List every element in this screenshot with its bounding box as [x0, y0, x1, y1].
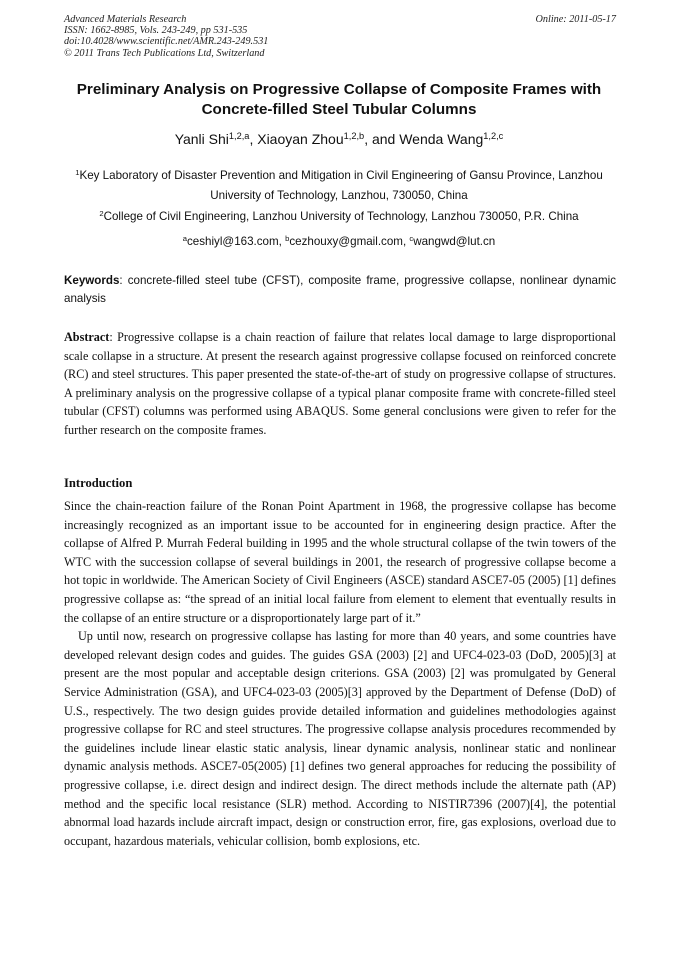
- email-marker: c: [409, 234, 414, 244]
- introduction-heading: Introduction: [64, 476, 133, 490]
- affiliation-marker: 1: [75, 168, 80, 178]
- author-superscript: 1,2,c: [483, 131, 504, 142]
- author-superscript: 1,2,a: [228, 131, 250, 142]
- author-separator: ,: [249, 131, 258, 147]
- email-separator: ,: [278, 235, 286, 248]
- doi-line: doi:10.4028/www.scientific.net/AMR.243-249.531: [64, 36, 269, 48]
- abstract: [64, 328, 616, 440]
- affiliation-text: Key Laboratory of Disaster Prevention and Mitigation in Civil Engineering of Gansu Province, Lanzhou University of Technology, Lanzhou, 730050, China: [79, 169, 603, 202]
- paragraph: Since the chain-reaction failure of the Ronan Point Apartment in 1968, the progressive collapse has become increasingly recognized as an important issue to be accounted for in engineering design practice. After the collapse of Alfred P. Murrah Federal building in 1995 and the whole structural collapse of the twin towers of the WTC with the succession collapse of several buildings in 2001, the research of progressive collapse become a hot topic in worldwide. The American Society of Civil Engineers (ASCE) standard ASCE7-05 (2005) [1] defines progressive collapse as: “the spread of an initial local failure from element to element that eventually results in the collapse of an entire structure or a disproportionately large part of it.”: [64, 499, 616, 625]
- keywords-text: : concrete-filled steel tube (CFST), composite frame, progressive collapse, nonlinear dynamic analysis: [64, 274, 616, 305]
- author-superscript: 1,2,b: [343, 131, 365, 142]
- keywords: [64, 272, 616, 308]
- email-address[interactable]: ceshiyl@163.com: [186, 235, 279, 248]
- affiliation-text: College of Civil Engineering, Lanzhou University of Technology, Lanzhou 730050, P.R. China: [103, 210, 579, 223]
- keywords-label: Keywords: [64, 274, 120, 287]
- email-list: [56, 234, 622, 250]
- email-marker: a: [182, 234, 187, 244]
- copyright-line: © 2011 Trans Tech Publications Ltd, Switzerland: [64, 47, 265, 59]
- journal-name: Advanced Materials Research: [64, 14, 187, 25]
- email-address[interactable]: cezhouxy@gmail.com: [289, 235, 403, 248]
- affiliation-2: [56, 207, 622, 227]
- paragraph: Up until now, research on progressive collapse has lasting for more than 40 years, and some countries have developed relevant design codes and guides. The guides GSA (2003) [2] and UFC4-023-03 (DoD, 2005)[3] at present are the most popular and acceptable design criterions. GSA (2003) [2] was promulgated by General Service Administration (GSA), and UFC4-023-03 (2005)[3] approved by the Department of Defense (DoD) of U.S., respectively. The two design guides provide detailed information and guidelines methodologies against progressive collapse for RC and steel structures. The progressive collapse analysis procedures recommended by the guidelines include linear elastic static analysis, linear dynamic analysis, nonlinear static and nonlinear dynamic analysis methods. ASCE7-05(2005) [1] defines two general approaches for reducing the possibility of progressive collapse, i.e. direct design and indirect design. The direct methods include the alternate path (AP) method and the specific local resistance (SLR) method. According to NISTIR7396 (2007)[4], the potential abnormal load hazards include aircraft impact, design or construction error, fire, gas explosions, overload due to occupant, hazardous materials, vehicular collision, bomb explosions, etc.: [64, 629, 616, 848]
- author-name: Yanli Shi: [174, 131, 229, 147]
- paper-title: Preliminary Analysis on Progressive Collapse of Composite Frames with Concrete-filled Steel Tubular Columns: [76, 81, 602, 118]
- author-list: [56, 130, 622, 148]
- email-separator: ,: [402, 235, 410, 248]
- author-name: Wenda Wang: [399, 131, 484, 147]
- email-address[interactable]: wangwd@lut.cn: [413, 235, 496, 248]
- introduction-body: [64, 497, 616, 850]
- online-date: Online: 2011-05-17: [535, 14, 616, 25]
- affiliation-1: [56, 166, 622, 206]
- issn-line: ISSN: 1662-8985, Vols. 243-249, pp 531-535: [64, 25, 248, 37]
- email-marker: b: [285, 234, 290, 244]
- author-separator: , and: [364, 131, 400, 147]
- abstract-label: Abstract: [64, 330, 110, 344]
- author-name: Xiaoyan Zhou: [257, 131, 344, 147]
- journal-header: [64, 14, 616, 59]
- abstract-text: : Progressive collapse is a chain reaction of failure that relates local damage to large disproportional scale collapse in a structure. At present the research against progressive collapse focused on reinforced concrete (RC) and steel structures. This paper presented the state-of-the-art of study on progressive collapse of structures. A preliminary analysis on the progressive collapse of a typical planar composite frame with concrete-filled steel tubular (CFST) columns was performed using ABAQUS. Some general conclusions were given to refer for the further research on the composite frames.: [64, 330, 616, 437]
- affiliation-marker: 2: [99, 209, 104, 219]
